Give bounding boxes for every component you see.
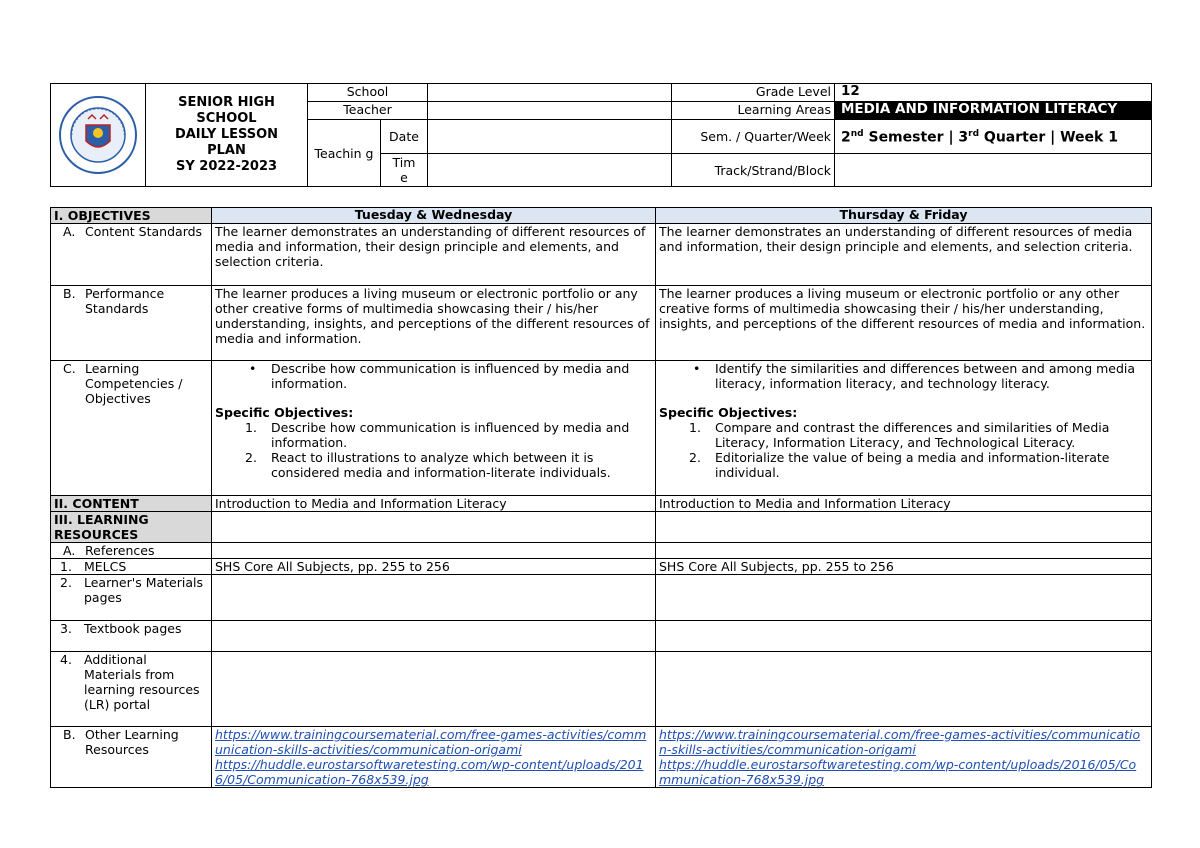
list-item: 2. Editorialize the value of being a media and information-literate individual.: [689, 450, 1110, 480]
list-item: • Describe how communication is influenced by media and information.: [249, 361, 630, 391]
learners-materials-col1[interactable]: [212, 575, 656, 621]
textbook-label: 3. Textbook pages: [51, 621, 212, 652]
list-item: • Identify the similarities and differences between and among media literacy, information literacy, and technology literacy.: [693, 361, 1136, 391]
resource-link-2[interactable]: https://huddle.eurostarsoftwaretesting.com/wp-content/uploads/2016/05/Communication-768x539.jpg: [659, 757, 1137, 787]
competencies-col1: [212, 361, 656, 496]
col1-header: Tuesday & Wednesday: [212, 208, 656, 224]
teaching-label: Teachin g: [308, 120, 381, 187]
list-item: 2. React to illustrations to analyze which between it is considered media and information-literate individuals.: [245, 450, 611, 480]
sem-value: 2nd Semester | 3rd Quarter | Week 1: [835, 120, 1152, 154]
title-line-3: DAILY LESSON: [174, 127, 279, 142]
objectives-label: I. OBJECTIVES: [51, 208, 212, 224]
title-line-5: SY 2022-2023: [175, 159, 278, 174]
specific-objectives-heading: Specific Objectives:: [215, 405, 354, 420]
resource-link-1[interactable]: https://www.trainingcoursematerial.com/free-games-activities/communication-skills-activities/communication-origami: [659, 727, 1141, 757]
learning-areas-label: Learning Areas: [672, 102, 835, 120]
list-item: 1. Compare and contrast the differences and similarities of Media Literacy, Information Literacy, and Technological Literacy.: [689, 420, 1110, 450]
other-resources-col2: [656, 727, 1152, 788]
performance-standards-col2: The learner produces a living museum or electronic portfolio or any other creative forms of multimedia showcasing their / his/her understanding, insights, and perceptions of the different resources of media and information.: [656, 286, 1152, 361]
competencies-label: C. Learning Competencies / Objectives: [51, 361, 212, 496]
track-label: Track/Strand/Block: [672, 154, 835, 187]
other-resources-label: B. Other Learning Resources: [51, 727, 212, 788]
learning-areas-value: MEDIA AND INFORMATION LITERACY: [835, 102, 1152, 120]
content-standards-col2: The learner demonstrates an understanding of different resources of media and information, their design principle and elements, and selection criteria.: [656, 224, 1152, 286]
melcs-label: 1. MELCS: [51, 559, 212, 575]
date-value[interactable]: [428, 120, 672, 154]
title-line-2: SCHOOL: [196, 111, 257, 126]
resource-link-1[interactable]: https://www.trainingcoursematerial.com/free-games-activities/communication-skills-activities/communication-origami: [215, 727, 647, 757]
resources-col1[interactable]: [212, 512, 656, 543]
col2-header: Thursday & Friday: [656, 208, 1152, 224]
performance-standards-label: B. Performance Standards: [51, 286, 212, 361]
references-col2[interactable]: [656, 543, 1152, 559]
title-line-1: SENIOR HIGH: [178, 95, 275, 110]
melcs-col2: SHS Core All Subjects, pp. 255 to 256: [656, 559, 1152, 575]
teacher-value[interactable]: [428, 102, 672, 120]
content-standards-col1: The learner demonstrates an understanding of different resources of media and information, their design principle and elements, and selection criteria.: [212, 224, 656, 286]
content-standards-label: A. Content Standards: [51, 224, 212, 286]
lesson-plan-table: [50, 207, 1152, 788]
grade-level-value: 12: [835, 84, 1152, 102]
references-col1[interactable]: [212, 543, 656, 559]
deped-logo-cell: [51, 84, 146, 187]
track-value[interactable]: [835, 154, 1152, 187]
textbook-col2[interactable]: [656, 621, 1152, 652]
specific-objectives-heading: Specific Objectives:: [659, 405, 798, 420]
performance-standards-col1: The learner produces a living museum or electronic portfolio or any other creative forms of multimedia showcasing their / his/her understanding, insights, and perceptions of the different resources of media and information.: [212, 286, 656, 361]
time-value[interactable]: [428, 154, 672, 187]
melcs-col1: SHS Core All Subjects, pp. 255 to 256: [212, 559, 656, 575]
content-col2: Introduction to Media and Information Literacy: [656, 496, 1152, 512]
content-label: II. CONTENT: [51, 496, 212, 512]
header-table: [50, 83, 1152, 187]
deped-seal-icon: [58, 95, 138, 175]
title-line-4: PLAN: [207, 143, 246, 158]
additional-materials-label: 4. Additional Materials from learning resources (LR) portal: [51, 652, 212, 727]
resources-col2[interactable]: [656, 512, 1152, 543]
additional-materials-col2[interactable]: [656, 652, 1152, 727]
references-label: A. References: [51, 543, 212, 559]
learners-materials-col2[interactable]: [656, 575, 1152, 621]
learners-materials-label: 2. Learner's Materials pages: [51, 575, 212, 621]
resource-link-2[interactable]: https://huddle.eurostarsoftwaretesting.com/wp-content/uploads/2016/05/Communication-768x539.jpg: [215, 757, 644, 787]
school-label: School: [308, 84, 428, 102]
textbook-col1[interactable]: [212, 621, 656, 652]
teacher-label: Teacher: [308, 102, 428, 120]
other-resources-col1: [212, 727, 656, 788]
school-value[interactable]: [428, 84, 672, 102]
time-label: Tim e: [381, 154, 428, 187]
sem-label: Sem. / Quarter/Week: [672, 120, 835, 154]
dlp-title-block: [146, 84, 308, 187]
grade-level-label: Grade Level: [672, 84, 835, 102]
content-col1: Introduction to Media and Information Literacy: [212, 496, 656, 512]
list-item: 1. Describe how communication is influenced by media and information.: [245, 420, 630, 450]
competencies-col2: [656, 361, 1152, 496]
learning-resources-label: III. LEARNING RESOURCES: [51, 512, 212, 543]
date-label: Date: [381, 120, 428, 154]
additional-materials-col1[interactable]: [212, 652, 656, 727]
